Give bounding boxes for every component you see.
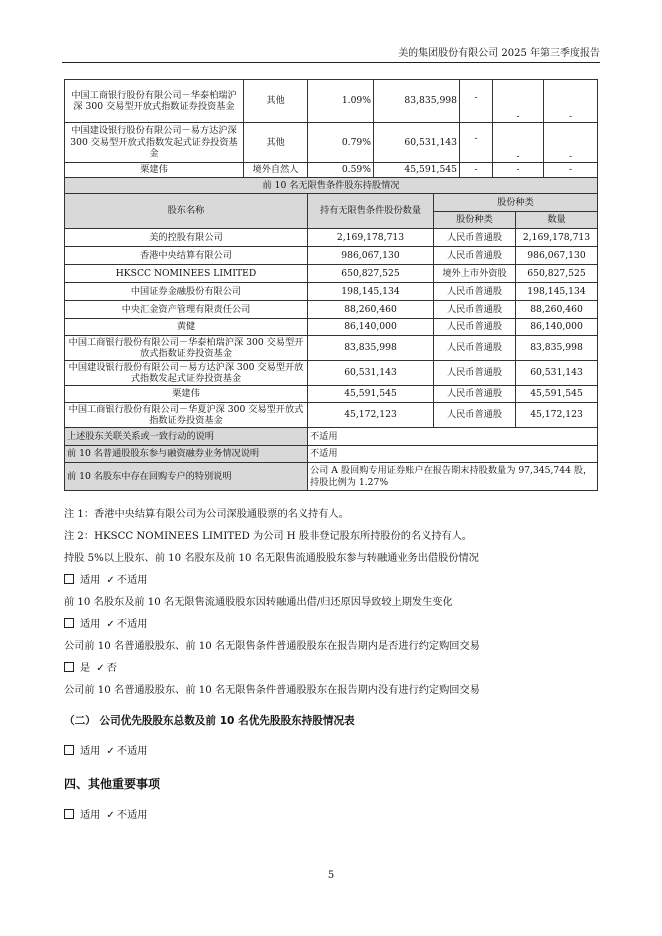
section-4-title: 四、其他重要事项	[64, 777, 161, 791]
question-1: 持股 5%以上股东、前 10 名股东及前 10 名无限售流通股股东参与转融通业务出借股份情况	[64, 553, 479, 564]
holder-name: 黄健	[65, 319, 308, 336]
holding-shares: 45,591,545	[374, 163, 460, 178]
share-qty: 45,591,545	[516, 386, 598, 403]
option-b-label: 不适用	[116, 810, 148, 821]
holder-name: 中国证券金融股份有限公司	[65, 283, 308, 301]
pledge-qty: -	[544, 163, 598, 178]
option-b-label: 不适用	[116, 575, 148, 586]
option-a-label: 适用	[80, 575, 101, 586]
share-type: 人民币普通股	[434, 247, 516, 265]
section-2-title: （二） 公司优先股股东总数及前 10 名优先股股东持股情况表	[64, 715, 355, 727]
question-3: 公司前 10 名普通股股东、前 10 名无限售条件普通股股东在报告期内是否进行约定购回交易	[64, 641, 480, 652]
checkbox-icon	[64, 662, 74, 672]
share-qty: 83,835,998	[516, 336, 598, 361]
holder-name: 中国工商银行股份有限公司－华泰柏瑞沪深 300 交易型开放式指数证券投资基金	[65, 336, 308, 361]
share-qty: 88,260,460	[516, 301, 598, 319]
note-1: 注 1：香港中央结算有限公司为公司深股通股票的名义持有人。	[64, 509, 349, 520]
option-a-label: 适用	[80, 619, 101, 630]
pledge-qty: -	[544, 80, 598, 123]
option-line-5	[64, 806, 147, 821]
table-row	[65, 319, 598, 336]
share-type: 人民币普通股	[434, 283, 516, 301]
checkbox-icon	[64, 618, 74, 628]
share-type: 人民币普通股	[434, 361, 516, 386]
option-a-label: 是	[80, 663, 91, 674]
share-type: 人民币普通股	[434, 229, 516, 247]
col-class-type-header: 股份种类	[434, 212, 516, 229]
share-qty: 198,145,134	[516, 283, 598, 301]
checkbox-icon	[64, 809, 74, 819]
share-qty: 650,827,525	[516, 265, 598, 283]
report-header: 美的集团股份有限公司 2025 年第三季度报告	[62, 44, 600, 63]
holder-name: 美的控股有限公司	[65, 229, 308, 247]
check-icon: ✓	[106, 810, 115, 821]
holder-shares: 60,531,143	[308, 361, 434, 386]
table-row	[65, 123, 598, 163]
holder-shares: 45,591,545	[308, 386, 434, 403]
table-row	[65, 163, 598, 178]
col-holder-header: 股东名称	[65, 194, 308, 229]
holder-nature: 其他	[244, 123, 308, 163]
option-line-1	[64, 571, 147, 586]
table-row	[65, 283, 598, 301]
checkbox-icon	[64, 745, 74, 755]
section-title: 前 10 名无限售条件股东持股情况	[65, 178, 598, 194]
holding-ratio: 1.09%	[308, 80, 374, 123]
share-type: 人民币普通股	[434, 319, 516, 336]
page-number: 5	[327, 870, 335, 881]
share-type: 人民币普通股	[434, 336, 516, 361]
option-a-label: 适用	[80, 746, 101, 757]
option-a-label: 适用	[80, 810, 101, 821]
question-3-answer: 公司前 10 名普通股股东、前 10 名无限售条件普通股股东在报告期内没有进行约定购回交易	[64, 685, 480, 696]
section-title-row	[65, 178, 598, 194]
holder-shares: 650,827,525	[308, 265, 434, 283]
table-row	[65, 361, 598, 386]
table-row	[65, 301, 598, 319]
restricted-shares: -	[460, 163, 493, 178]
holder-shares: 88,260,460	[308, 301, 434, 319]
footer-value: 不适用	[308, 428, 598, 446]
holder-name: 中央汇金资产管理有限责任公司	[65, 301, 308, 319]
holding-ratio: 0.79%	[308, 123, 374, 163]
option-b-label: 否	[106, 663, 117, 674]
table-row	[65, 336, 598, 361]
check-icon: ✓	[106, 619, 115, 630]
share-qty: 2,169,178,713	[516, 229, 598, 247]
option-b-label: 不适用	[116, 746, 148, 757]
holder-name: 中国建设银行股份有限公司－易方达沪深 300 交易型开放式指数发起式证券投资基金	[65, 123, 244, 163]
pledge-status: -	[493, 163, 544, 178]
shareholder-table	[64, 79, 598, 194]
pledge-qty: -	[544, 123, 598, 163]
share-qty: 986,067,130	[516, 247, 598, 265]
footer-value: 公司 A 股回购专用证券账户在报告期末持股数量为 97,345,744 股，持股比例为 1.27%	[308, 463, 598, 491]
table-row	[65, 403, 598, 428]
table-row	[65, 386, 598, 403]
share-qty: 86,140,000	[516, 319, 598, 336]
holding-shares: 60,531,143	[374, 123, 460, 163]
share-qty: 45,172,123	[516, 403, 598, 428]
holder-shares: 83,835,998	[308, 336, 434, 361]
holder-name: 香港中央结算有限公司	[65, 247, 308, 265]
option-line-3	[64, 659, 117, 674]
restricted-shares: -	[460, 80, 493, 123]
check-icon: ✓	[106, 575, 115, 586]
col-quantity-header: 数量	[516, 212, 598, 229]
share-type: 境外上市外资股	[434, 265, 516, 283]
table-row	[65, 229, 598, 247]
footer-row	[65, 463, 598, 491]
holding-ratio: 0.59%	[308, 163, 374, 178]
note-2: 注 2：HKSCC NOMINEES LIMITED 为公司 H 股非登记股东所持股份的名义持有人。	[64, 531, 473, 542]
table-row	[65, 247, 598, 265]
holder-shares: 986,067,130	[308, 247, 434, 265]
footer-label: 前 10 名普通股股东参与融资融券业务情况说明	[65, 446, 308, 463]
holder-nature: 境外自然人	[244, 163, 308, 178]
table-row	[65, 265, 598, 283]
holder-shares: 198,145,134	[308, 283, 434, 301]
holder-shares: 2,169,178,713	[308, 229, 434, 247]
unrestricted-holders-table	[64, 193, 598, 491]
pledge-status: -	[493, 123, 544, 163]
holder-name: 中国建设银行股份有限公司－易方达沪深 300 交易型开放式指数发起式证券投资基金	[65, 361, 308, 386]
share-type: 人民币普通股	[434, 403, 516, 428]
share-qty: 60,531,143	[516, 361, 598, 386]
footer-label: 前 10 名股东中存在回购专户的特别说明	[65, 463, 308, 491]
holder-name: 中国工商银行股份有限公司－华泰柏瑞沪深 300 交易型开放式指数证券投资基金	[65, 80, 244, 123]
table-row	[65, 80, 598, 123]
footer-row	[65, 446, 598, 463]
footer-value: 不适用	[308, 446, 598, 463]
col-share-class-header: 股份种类	[434, 194, 598, 212]
share-type: 人民币普通股	[434, 301, 516, 319]
footer-label: 上述股东关联关系或一致行动的说明	[65, 428, 308, 446]
option-line-4	[64, 742, 147, 757]
holder-shares: 45,172,123	[308, 403, 434, 428]
footer-row	[65, 428, 598, 446]
pledge-status: -	[493, 80, 544, 123]
col-unrestricted-header: 持有无限售条件股份数量	[308, 194, 434, 229]
holding-shares: 83,835,998	[374, 80, 460, 123]
option-line-2	[64, 615, 147, 630]
holder-name: 栗建伟	[65, 386, 308, 403]
holder-name: 栗建伟	[65, 163, 244, 178]
holder-name: 中国工商银行股份有限公司－华夏沪深 300 交易型开放式指数证券投资基金	[65, 403, 308, 428]
holder-nature: 其他	[244, 80, 308, 123]
restricted-shares: -	[460, 123, 493, 163]
question-2: 前 10 名股东及前 10 名无限售流通股股东因转融通出借/归还原因导致较上期发生变化	[64, 597, 453, 608]
holder-shares: 86,140,000	[308, 319, 434, 336]
checkbox-icon	[64, 574, 74, 584]
check-icon: ✓	[96, 663, 105, 674]
holder-name: HKSCC NOMINEES LIMITED	[65, 265, 308, 283]
check-icon: ✓	[106, 746, 115, 757]
share-type: 人民币普通股	[434, 386, 516, 403]
option-b-label: 不适用	[116, 619, 148, 630]
